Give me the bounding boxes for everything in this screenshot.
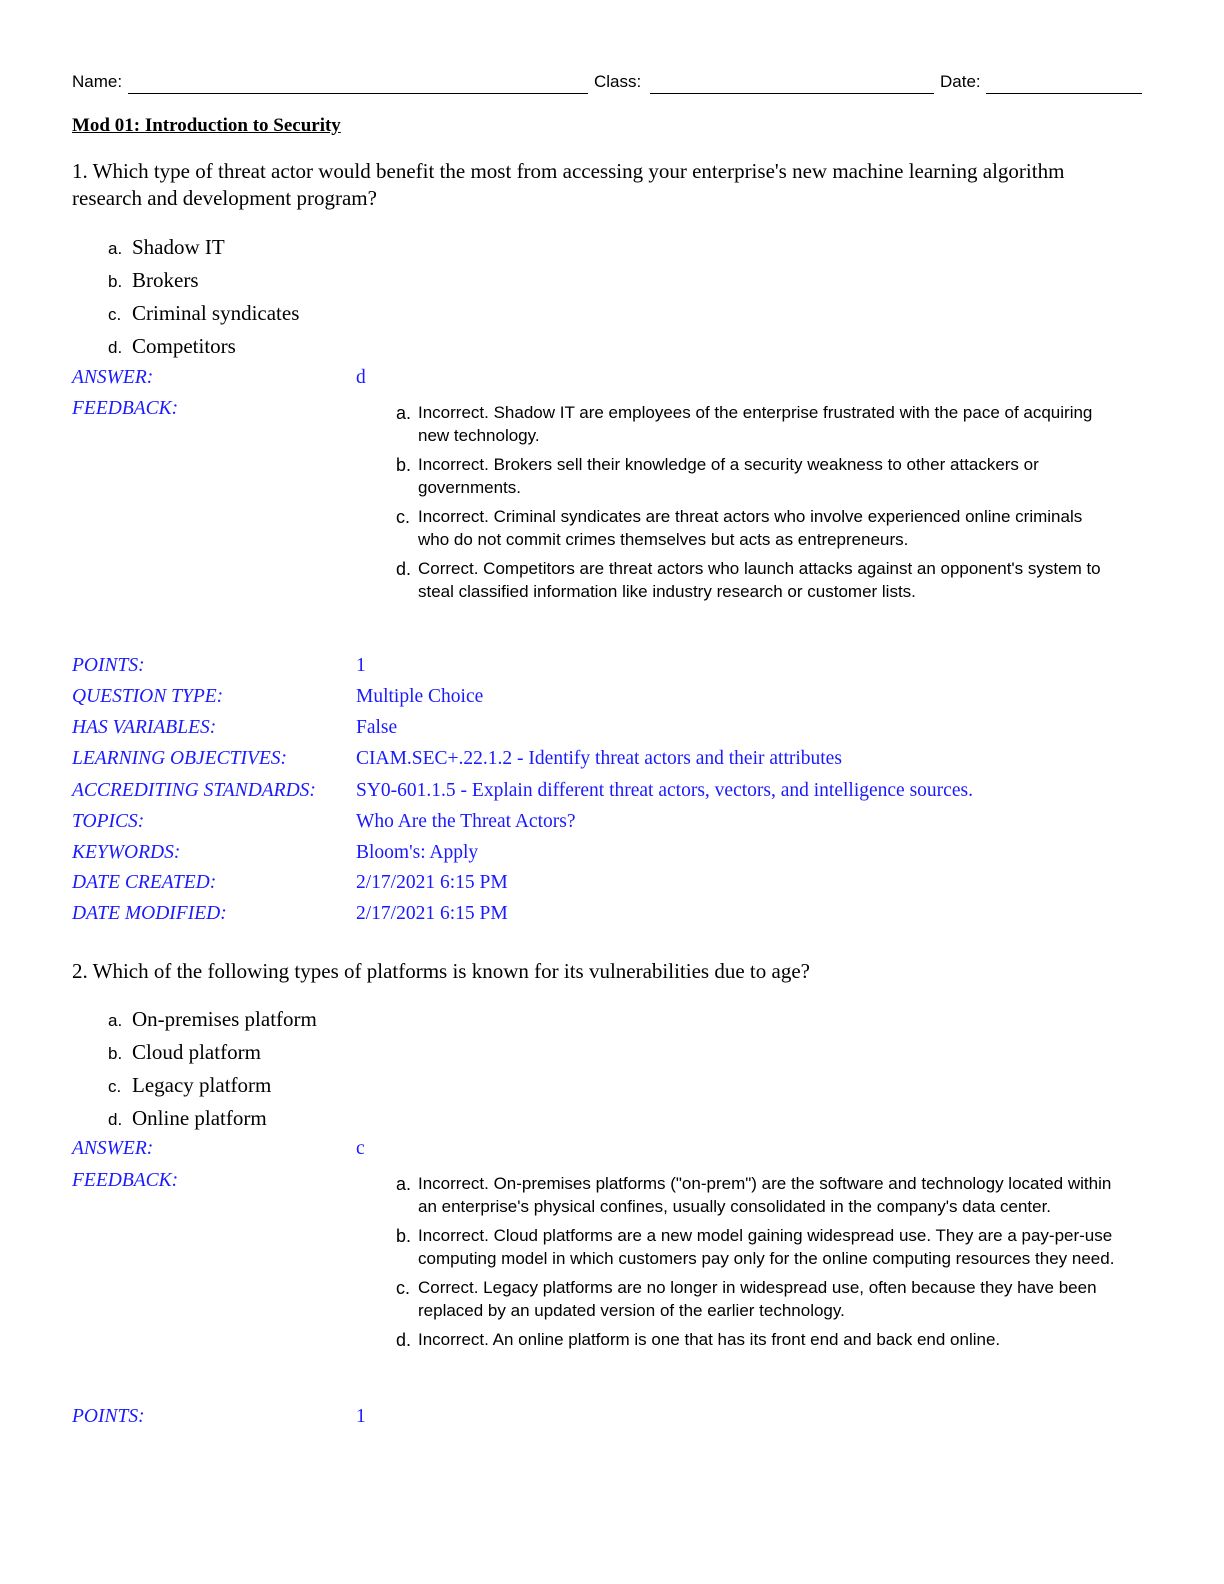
points-row: POINTS: 1	[72, 1406, 366, 1427]
name-field[interactable]	[128, 93, 588, 94]
feedback-item: a. Incorrect. Shadow IT are employees of the enterprise frustrated with the pace of acquiring new technology.	[396, 403, 1093, 445]
feedback-list	[396, 1172, 1116, 1357]
question-2-choices	[108, 1003, 317, 1135]
meta-row: DATE CREATED: 2/17/2021 6:15 PM	[72, 872, 508, 893]
choice-item: d. Competitors	[108, 334, 236, 358]
meta-row: KEYWORDS: Bloom's: Apply	[72, 842, 479, 863]
choice-item: d. Online platform	[108, 1106, 267, 1130]
feedback-item: a. Incorrect. On-premises platforms ("on-prem") are the software and technology located within an enterprise's physical confines, usually consolidated in the company's data center.	[396, 1174, 1112, 1216]
meta-row: LEARNING OBJECTIVES: CIAM.SEC+.22.1.2 - Identify threat actors and their attributes	[72, 748, 842, 769]
answer-value: d	[356, 367, 366, 388]
feedback-list	[396, 401, 1116, 609]
question-1-choices	[108, 231, 299, 363]
choice-item: a. On-premises platform	[108, 1007, 317, 1031]
choice-item: a. Shadow IT	[108, 235, 225, 259]
answer-row: ANSWER: d	[72, 367, 366, 388]
choice-item: c. Legacy platform	[108, 1073, 272, 1097]
choice-item: b. Brokers	[108, 268, 199, 292]
date-label: Date:	[940, 72, 981, 91]
feedback-item: b. Incorrect. Cloud platforms are a new model gaining widespread use. They are a pay-per-use computing model in which customers pay only for the online computing resources they need.	[396, 1226, 1115, 1268]
choice-item: c. Criminal syndicates	[108, 301, 300, 325]
answer-row: ANSWER: c	[72, 1138, 365, 1159]
meta-row: POINTS: 1	[72, 655, 366, 676]
meta-row: TOPICS: Who Are the Threat Actors?	[72, 811, 576, 832]
question-1-text: 1. Which type of threat actor would benefit the most from accessing your enterprise's new machine learning algorithm research and development program?	[72, 159, 1065, 210]
feedback-item: b. Incorrect. Brokers sell their knowledge of a security weakness to other attackers or governments.	[396, 455, 1039, 497]
feedback-item: d. Correct. Competitors are threat actors who launch attacks against an opponent's system to steal classified information like industry research or customer lists.	[396, 559, 1101, 601]
answer-value: c	[356, 1138, 365, 1159]
feedback-item: c. Correct. Legacy platforms are no longer in widespread use, often because they have been replaced by an updated version of the earlier technology.	[396, 1278, 1097, 1320]
feedback-item: c. Incorrect. Criminal syndicates are threat actors who involve experienced online criminals who do not commit crimes themselves but acts as entrepreneurs.	[396, 507, 1083, 549]
header-fields	[72, 72, 1142, 98]
class-field[interactable]	[650, 93, 934, 94]
meta-row: ACCREDITING STANDARDS: SY0-601.1.5 - Explain different threat actors, vectors, and intelligence sources.	[72, 780, 973, 801]
meta-row: QUESTION TYPE: Multiple Choice	[72, 686, 484, 707]
feedback-row: FEEDBACK:	[72, 1170, 179, 1191]
choice-item: b. Cloud platform	[108, 1040, 261, 1064]
meta-row: HAS VARIABLES: False	[72, 717, 398, 738]
date-field[interactable]	[986, 93, 1142, 94]
feedback-row: FEEDBACK:	[72, 398, 179, 419]
meta-row: DATE MODIFIED: 2/17/2021 6:15 PM	[72, 903, 508, 924]
class-label: Class:	[594, 72, 642, 91]
question-2-text: 2. Which of the following types of platforms is known for its vulnerabilities due to age?	[72, 959, 810, 983]
page-title: Mod 01: Introduction to Security	[72, 115, 341, 136]
name-label: Name:	[72, 72, 123, 91]
feedback-item: d. Incorrect. An online platform is one that has its front end and back end online.	[396, 1330, 1001, 1350]
